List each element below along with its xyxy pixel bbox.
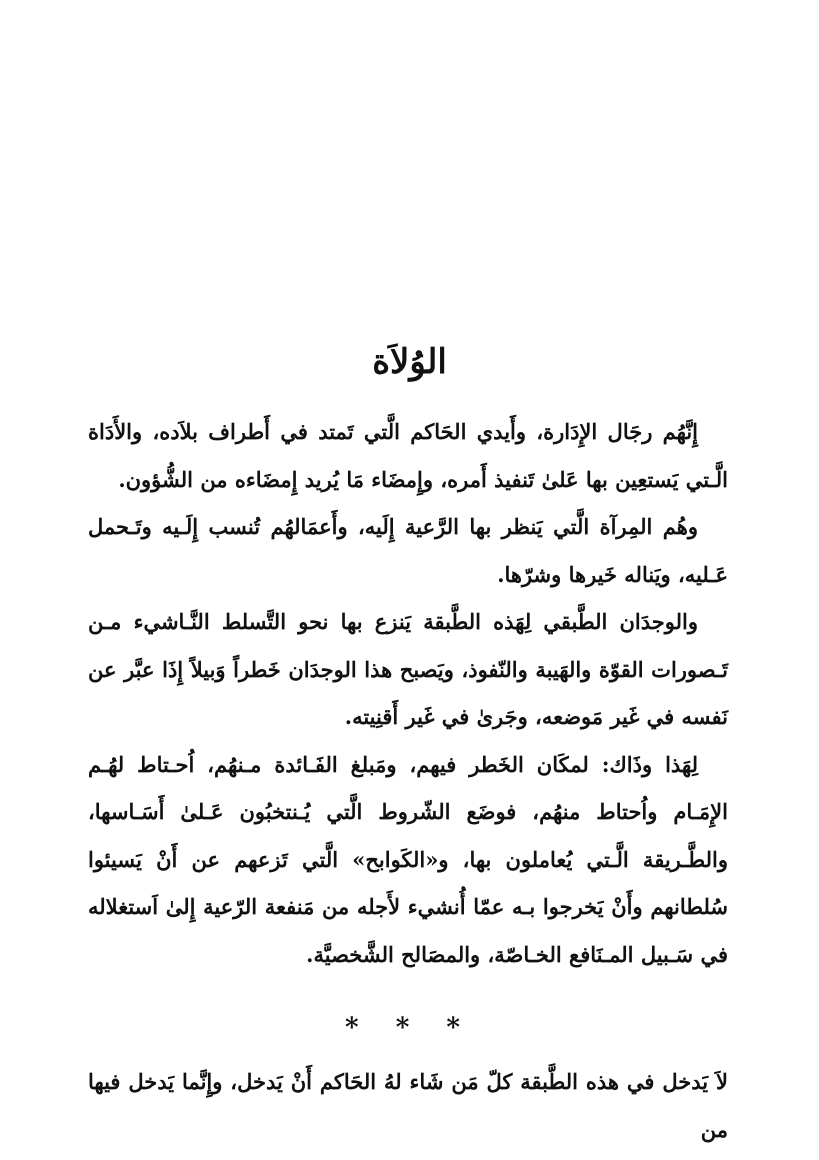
paragraph: لِهَذا وذَاك: لمكَان الخَطر فيهم، ومَبلغ الفَـائدة مـنهُم، اُحـتاط لهُـم الإِمَـام واُحتاط منهُم، فوضَع الشّروط الَّتي يُـنتخبُون عَـلىٰ أَسَـاسها، والطَّـريقة الَّـتي يُعاملون بها، و«الكَوابح» الَّتي تَزعهم عن أَنْ يَسيئوا سُلطانهم وأَنْ يَخرجوا بـه عمّا أُنشيء لأَجله من مَنفعة الرّعية إِلىٰ اَستغلاله في سَـبيل المـنَافع الخـاصّة، والمصَالح الشَّخصيَّة. (88, 751, 728, 967)
paragraph: والوجدَان الطَّبقي لِهَذه الطَّبقة يَنزع بها نحو التَّسلط النَّـاشيء مـن تَـصورات القوّة والهَيبة والنّفوذ، ويَصبح هذا الوجدَان خَطراً وَبيلاً إِذَا عبَّر عن نَفسه في غَير مَوضعه، وجَرىٰ في غَير أَقنِيته. (88, 609, 728, 729)
paragraph: إِنَّهُم رجَال الإِدَارة، وأَيدي الحَاكم الَّتي تَمتد في أَطراف بلاَده، والأَدَاة الَّـتي يَستعِين بها عَلىٰ تَنفيذ أَمره، وإِمضَاء مَا يُريد إِمضَاءه من الشُّؤون. (88, 419, 728, 492)
paragraph: لاَ يَدخل في هذه الطَّبقة كلّ مَن شَاء لهُ الحَاكم أَنْ يَدخل، وإِنَّما يَدخل فيها من (88, 1069, 728, 1142)
paragraph: وهُم المِرآة الَّتي يَنظر بها الرَّعية إِلَيه، وأَعمَالهُم تُنسب إِلَـيه وتَـحمل عَـليه، ويَناله خَيرها وشرّها. (88, 514, 728, 587)
body-text (88, 408, 728, 978)
page-title: الوُلاَة (372, 342, 447, 382)
section-separator: * * * (345, 1013, 474, 1043)
